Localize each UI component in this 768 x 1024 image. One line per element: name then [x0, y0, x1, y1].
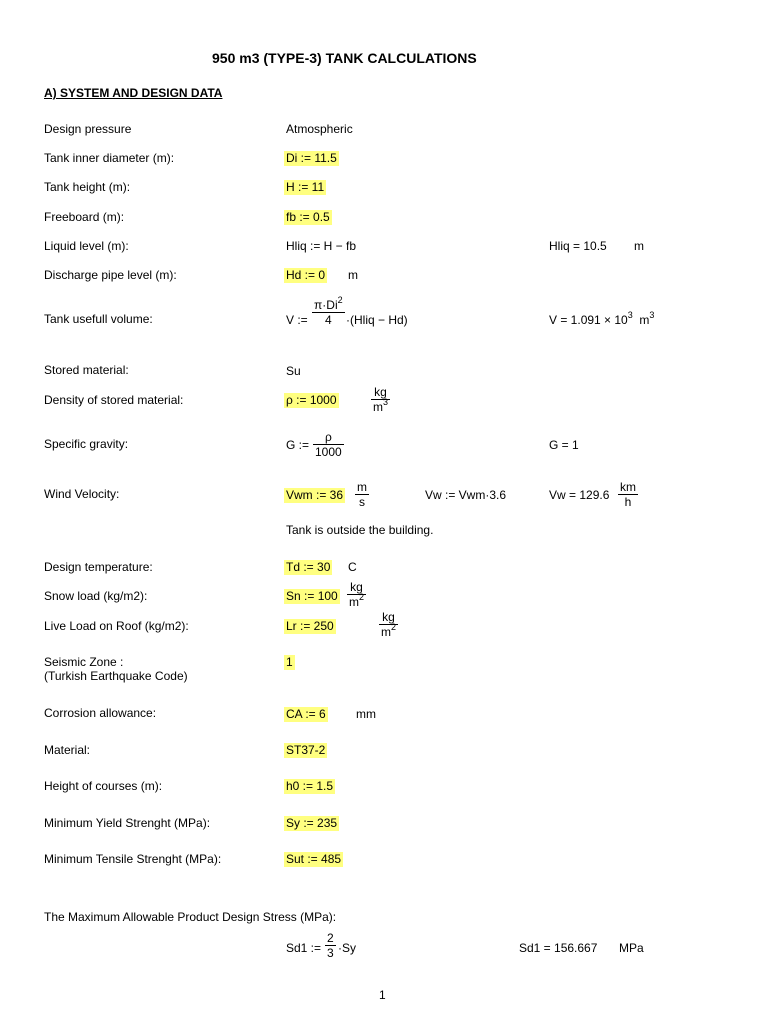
- unit-vwm: $\frac{m}{s}$: [357, 480, 367, 509]
- input-fb: fb := 0.5: [286, 210, 330, 224]
- formula-vw: Vw := Vwm·3.6: [425, 488, 507, 502]
- formula-v-fraction: $\frac{\pi\cdot Di^2}{4}$: [314, 295, 343, 327]
- label-tank-height: Tank height (m):: [44, 180, 131, 194]
- input-h: H := 11: [286, 180, 325, 194]
- result-hliq: Hliq = 10.5: [549, 239, 607, 253]
- label-course-height: Height of courses (m):: [44, 779, 163, 793]
- label-design-temperature: Design temperature:: [44, 560, 153, 574]
- unit-ca: mm: [356, 707, 376, 721]
- unit-vw: $\frac{km}{h}$: [620, 480, 636, 509]
- label-density: Density of stored material:: [44, 393, 184, 407]
- input-h0: h0 := 1.5: [286, 779, 334, 793]
- formula-sd1-rest: ·Sy: [338, 941, 356, 955]
- label-material: Material:: [44, 743, 91, 757]
- label-liquid-level: Liquid level (m):: [44, 239, 129, 253]
- result-g: G = 1: [549, 438, 579, 452]
- label-live-load: Live Load on Roof (kg/m2):: [44, 619, 189, 633]
- formula-sd1-fraction: $\frac{2}{3}$: [327, 931, 334, 960]
- input-ca: CA := 6: [286, 707, 326, 721]
- unit-td: C: [348, 560, 357, 574]
- input-rho: ρ := 1000: [286, 393, 337, 407]
- unit-sd1: MPa: [619, 941, 644, 955]
- label-useful-volume: Tank usefull volume:: [44, 312, 153, 326]
- label-discharge-level: Discharge pipe level (m):: [44, 268, 177, 282]
- unit-lr: $\frac{kg}{m^2}$: [381, 610, 397, 639]
- input-material: ST37-2: [286, 743, 326, 757]
- label-snow-load: Snow load (kg/m2):: [44, 589, 148, 603]
- label-stored-material: Stored material:: [44, 363, 129, 377]
- input-sut: Sut := 485: [286, 852, 342, 866]
- label-max-stress: The Maximum Allowable Product Design Stress (MPa):: [44, 910, 337, 924]
- input-hd: Hd := 0: [286, 268, 326, 282]
- input-sy: Sy := 235: [286, 816, 338, 830]
- label-wind-velocity: Wind Velocity:: [44, 487, 120, 501]
- label-corrosion: Corrosion allowance:: [44, 706, 157, 720]
- formula-v-rest: ·(Hliq − Hd): [346, 313, 408, 327]
- unit-hliq: m: [634, 239, 644, 253]
- page-number: 1: [379, 988, 386, 1002]
- label-design-pressure: Design pressure: [44, 122, 132, 136]
- value-design-pressure: Atmospheric: [286, 122, 353, 136]
- formula-v-lhs: V :=: [286, 313, 308, 327]
- formula-sd1-lhs: Sd1 :=: [286, 941, 322, 955]
- value-stored-material: Su: [286, 364, 301, 378]
- input-seismic: 1: [286, 655, 293, 669]
- input-di: Di := 11.5: [286, 151, 337, 165]
- formula-g-lhs: G :=: [286, 438, 310, 452]
- result-vw: Vw = 129.6: [549, 488, 610, 502]
- note-building: Tank is outside the building.: [286, 523, 434, 537]
- label-specific-gravity: Specific gravity:: [44, 437, 129, 451]
- label-inner-diameter: Tank inner diameter (m):: [44, 151, 175, 165]
- section-heading: A) SYSTEM AND DESIGN DATA: [44, 86, 223, 100]
- label-tensile: Minimum Tensile Strenght (MPa):: [44, 852, 222, 866]
- input-vwm: Vwm := 36: [286, 488, 344, 502]
- label-yield: Minimum Yield Strenght (MPa):: [44, 816, 211, 830]
- result-sd1: Sd1 = 156.667: [519, 941, 598, 955]
- page-title: 950 m3 (TYPE-3) TANK CALCULATIONS: [212, 50, 477, 66]
- unit-rho: $\frac{kg}{m^3}$: [373, 385, 389, 414]
- result-v: $V = 1.091 \times 10^3$ $m^3$: [549, 310, 655, 327]
- label-freeboard: Freeboard (m):: [44, 210, 125, 224]
- label-seismic-zone: Seismic Zone :: [44, 655, 124, 669]
- unit-hd: m: [348, 268, 358, 282]
- label-seismic-code: (Turkish Earthquake Code): [44, 669, 188, 683]
- formula-g-fraction: $\frac{\rho}{1000}$: [315, 430, 342, 459]
- input-td: Td := 30: [286, 560, 331, 574]
- formula-hliq: Hliq := H − fb: [286, 239, 357, 253]
- input-sn: Sn := 100: [286, 589, 338, 603]
- unit-sn: $\frac{kg}{m^2}$: [349, 580, 365, 609]
- input-lr: Lr := 250: [286, 619, 334, 633]
